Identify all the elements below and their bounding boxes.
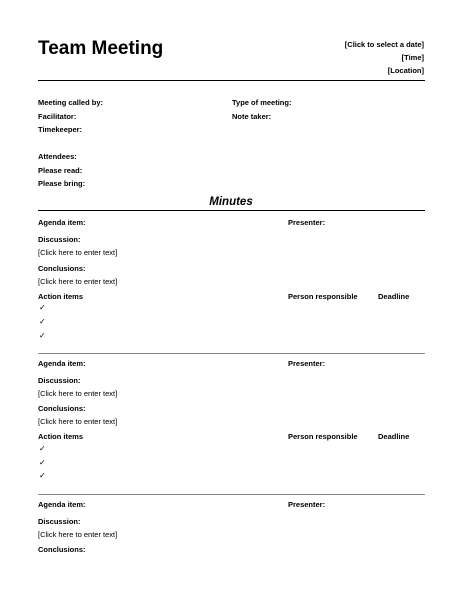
meeting-called-by-label: Meeting called by: (38, 98, 104, 107)
discussion-label: Discussion: (38, 517, 81, 526)
agenda-item-label: Agenda item: (38, 359, 86, 368)
action-items-label: Action items (38, 292, 84, 301)
presenter-label: Presenter: (288, 359, 326, 368)
discussion-input[interactable]: [Click here to enter text] (38, 248, 118, 257)
conclusions-input[interactable]: [Click here to enter text] (38, 277, 118, 286)
checkmark-icon: ✓ (39, 471, 46, 480)
checkmark-icon: ✓ (39, 303, 46, 312)
date-field[interactable]: [Click to select a date] (344, 40, 424, 49)
minutes-divider (38, 210, 425, 211)
please-read-label: Please read: (38, 166, 83, 175)
please-bring-label: Please bring: (38, 179, 86, 188)
conclusions-label: Conclusions: (38, 264, 86, 273)
person-responsible-label: Person responsible (288, 432, 358, 441)
minutes-heading: Minutes (209, 196, 253, 208)
conclusions-label: Conclusions: (38, 545, 86, 554)
checkmark-icon: ✓ (39, 317, 46, 326)
facilitator-label: Facilitator: (38, 112, 77, 121)
agenda-item-label: Agenda item: (38, 218, 86, 227)
timekeeper-label: Timekeeper: (38, 125, 83, 134)
discussion-label: Discussion: (38, 376, 81, 385)
time-field[interactable]: [Time] (401, 53, 424, 62)
conclusions-input[interactable]: [Click here to enter text] (38, 417, 118, 426)
person-responsible-label: Person responsible (288, 292, 358, 301)
presenter-label: Presenter: (288, 500, 326, 509)
checkmark-icon: ✓ (39, 444, 46, 453)
page-title: Team Meeting (38, 38, 164, 59)
discussion-input[interactable]: [Click here to enter text] (38, 530, 118, 539)
note-taker-label: Note taker: (232, 112, 272, 121)
action-items-label: Action items (38, 432, 84, 441)
conclusions-label: Conclusions: (38, 404, 86, 413)
deadline-label: Deadline (378, 292, 410, 301)
agenda-divider (38, 494, 425, 495)
header-divider (38, 80, 425, 81)
meeting-type-label: Type of meeting: (232, 98, 292, 107)
agenda-divider (38, 353, 425, 354)
checkmark-icon: ✓ (39, 331, 46, 340)
presenter-label: Presenter: (288, 218, 326, 227)
discussion-label: Discussion: (38, 235, 81, 244)
location-field[interactable]: [Location] (387, 66, 424, 75)
attendees-label: Attendees: (38, 152, 77, 161)
agenda-item-label: Agenda item: (38, 500, 86, 509)
checkmark-icon: ✓ (39, 458, 46, 467)
deadline-label: Deadline (378, 432, 410, 441)
discussion-input[interactable]: [Click here to enter text] (38, 389, 118, 398)
